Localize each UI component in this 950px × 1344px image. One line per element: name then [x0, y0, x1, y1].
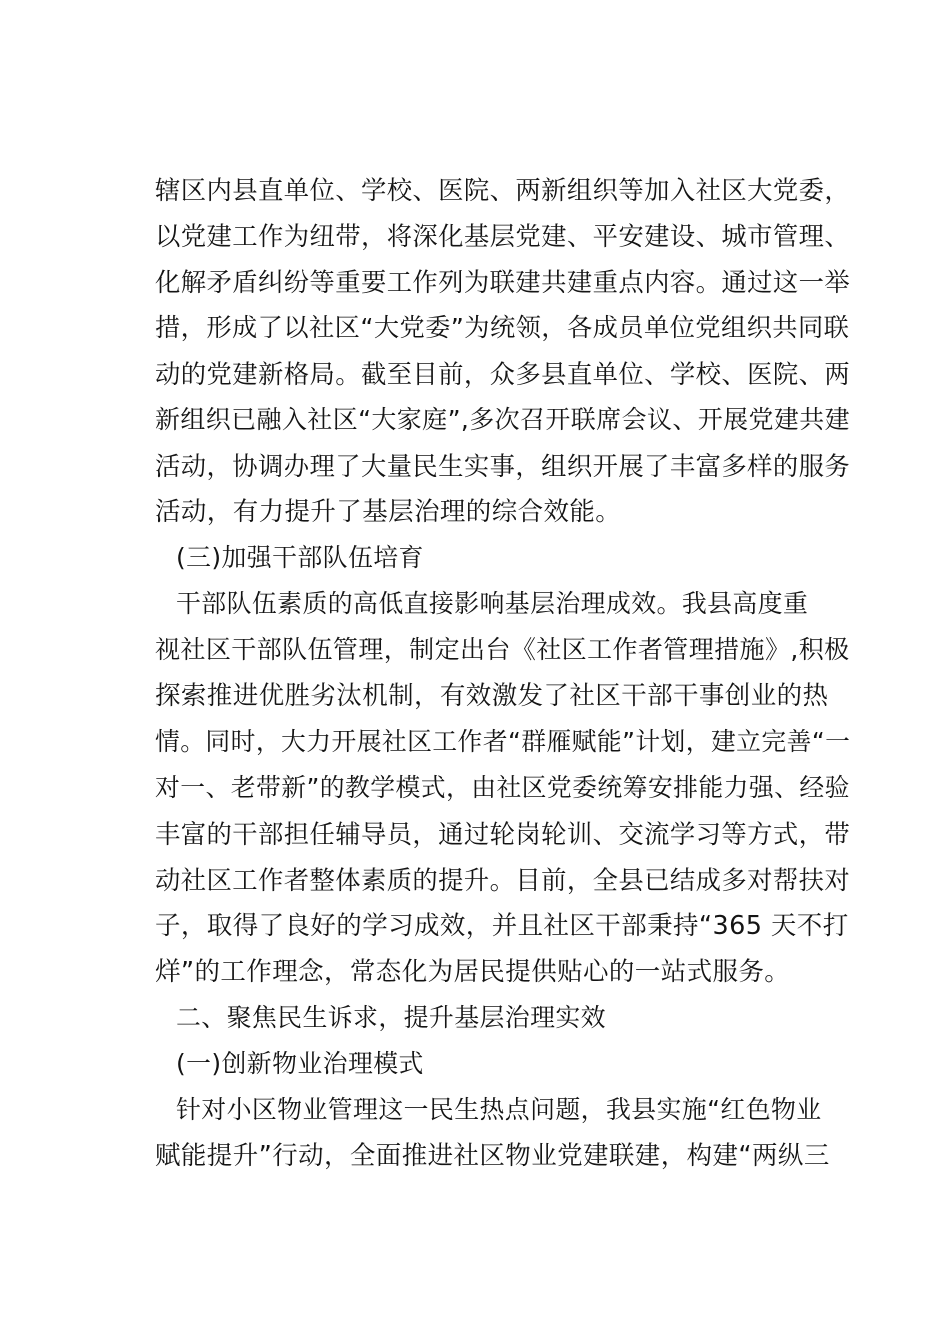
paragraph-line: 新组织已融入社区“大家庭”,多次召开联席会议、开展党建共建	[155, 405, 851, 434]
paragraph-line: 情。同时，大力开展社区工作者“群雁赋能”计划，建立完善“一	[155, 727, 851, 756]
paragraph-line: 赋能提升”行动，全面推进社区物业党建联建，构建“两纵三	[155, 1141, 830, 1171]
paragraph-line: 烊”的工作理念，常态化为居民提供贴心的一站式服务。	[155, 957, 791, 987]
paragraph-line: 化解矛盾纠纷等重要工作列为联建共建重点内容。通过这一举	[155, 267, 851, 297]
section-heading: (三)加强干部队伍培育	[176, 543, 424, 572]
paragraph-line: 活动，有力提升了基层治理的综合效能。	[155, 497, 622, 527]
paragraph-line: 活动，协调办理了大量民生实事，组织开展了丰富多样的服务	[155, 451, 851, 481]
paragraph-line: 以党建工作为纽带，将深化基层党建、平安建设、城市管理、	[155, 221, 851, 251]
paragraph-line: 辖区内县直单位、学校、医院、两新组织等加入社区大党委，	[155, 175, 851, 205]
paragraph-line: 干部队伍素质的高低直接影响基层治理成效。我县高度重	[176, 589, 809, 618]
chapter-heading: 二、聚焦民生诉求，提升基层治理实效	[176, 1003, 606, 1032]
paragraph-line: 针对小区物业管理这一民生热点问题，我县实施“红色物业	[176, 1095, 822, 1124]
paragraph-line: 对一、老带新”的教学模式，由社区党委统筹安排能力强、经验	[155, 773, 850, 802]
paragraph-line: 丰富的干部担任辅导员，通过轮岗轮训、交流学习等方式，带	[155, 819, 851, 849]
paragraph-line: 动的党建新格局。截至目前，众多县直单位、学校、医院、两	[155, 359, 851, 389]
section-heading: (一)创新物业治理模式	[176, 1049, 424, 1078]
paragraph-line: 视社区干部队伍管理，制定出台《社区工作者管理措施》,积极	[155, 635, 850, 664]
paragraph-line: 子，取得了良好的学习成效，并且社区干部秉持“365 天不打	[155, 911, 849, 941]
paragraph-line: 措，形成了以社区“大党委”为统领，各成员单位党组织共同联	[155, 313, 850, 342]
paragraph-line: 动社区工作者整体素质的提升。目前，全县已结成多对帮扶对	[155, 865, 851, 895]
paragraph-line: 探索推进优胜劣汰机制，有效激发了社区干部干事创业的热	[155, 681, 829, 711]
